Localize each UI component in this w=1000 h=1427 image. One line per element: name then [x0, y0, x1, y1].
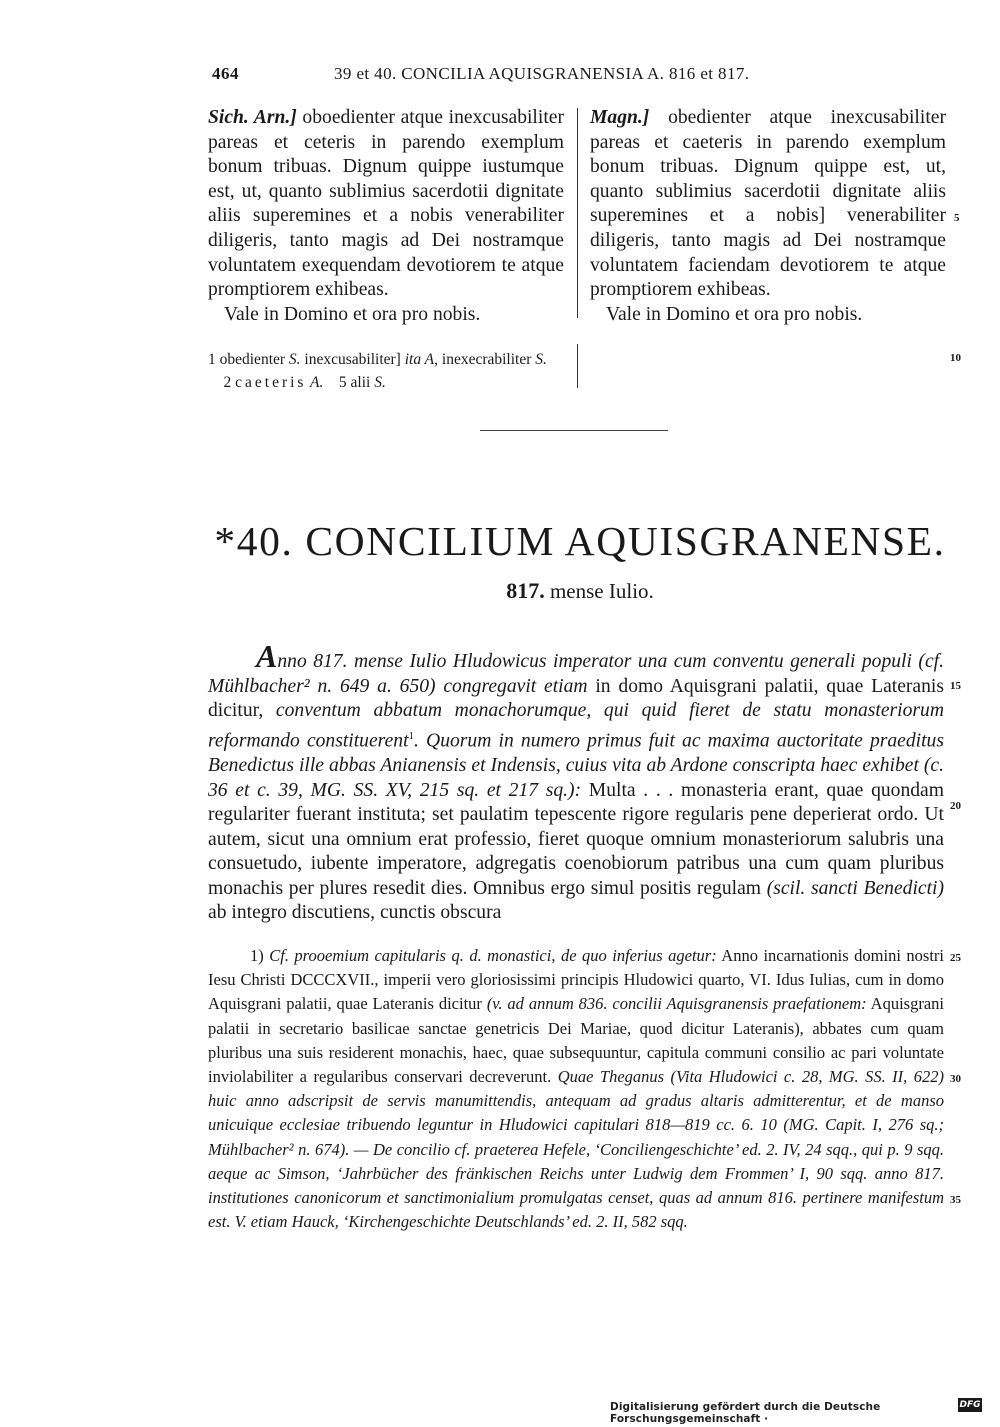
apparatus-siglum: A.	[306, 374, 324, 391]
body-text	[208, 638, 945, 926]
apparatus-part: inexcusabiliter]	[300, 351, 405, 368]
line-number-20: 20	[950, 800, 961, 812]
critical-apparatus	[208, 348, 568, 394]
apparatus-siglum: S.	[374, 374, 386, 391]
footnote-italic: Quae Theganus (Vita Hludowici c. 28, MG. SS. II, 622) huic anno adscripsit de servis manumittendis, antequam ad gradus altaris admitterentur, et de manso unicuique ecclesiae tribuendo leguntur in Hludowici capitulari 818—819 cc. 6. 10 (MG. Capit. I, 276 sq.; Mühlbacher² n. 674). — De concilio cf. praeterea Hefele, ‘Conciliengeschichte’ ed. 2. IV, 24 sqq., qui p. 9 sqq. aeque ac Simson, ‘Jahrbücher des fränkischen Reichs unter Ludwig dem Frommen’ I, 90 sqq. anno 817. institutiones canonicorum et sanctimonialium promulgatas censet, quas ad annum 816. pertinere manifestum est. V. etiam Hauck, ‘Kirchengeschichte Deutschlands’ ed. 2. II, 582 sqq.	[208, 1067, 944, 1232]
body-roman: in domo Aquisgrani palatii, quae Lateranis dicitur,	[208, 675, 944, 722]
section-title-wrap	[210, 517, 950, 565]
right-closing: Vale in Domino et ora pro nobis.	[606, 303, 863, 325]
footnote-roman: Anno incarnationis domini nostri Iesu Christi DCCCXVII., imperii vero gloriosissimi principis Hludowici quarto, VI. Idus Iulias, cum in domo Aquisgrani palatii, quae Lateranis dicitur	[208, 946, 944, 1014]
apparatus-siglum: S.	[288, 351, 301, 368]
body-roman: ab integro discutiens, cunctis obscura	[208, 902, 502, 924]
section-title: *40. CONCILIUM AQUISGRANENSE.	[214, 518, 946, 564]
running-title: 39 et 40. CONCILIA AQUISGRANENSIA A. 816 et 817.	[334, 64, 750, 83]
section-date	[210, 578, 950, 604]
dfg-logo: DFG	[959, 1400, 981, 1410]
right-column-text: obedienter atque inexcusabiliter pareas et caeteris in parendo exemplum bonum tribuas. Dignum quippe est, ut, quanto sublimius sacerdotii dignitate aliis superemines et a nobis] venerabiliter diligeris, tanto magis ad Dei nostramque voluntatem faciendam devotiorem te atque promptiorem exhibeas.	[590, 107, 946, 301]
line-number-15: 15	[950, 680, 961, 692]
line-number-30: 30	[950, 1073, 961, 1085]
right-column	[590, 106, 946, 327]
section-year: 817.	[506, 578, 545, 603]
footnote-ref: 1	[408, 729, 415, 742]
body-italic: (scil. sancti Benedicti)	[766, 877, 945, 899]
page-number: 464	[212, 64, 239, 83]
column-divider	[577, 108, 578, 318]
apparatus-divider	[577, 344, 578, 388]
footnote	[208, 944, 944, 1234]
footnote-italic: Cf. prooemium capitularis q. d. monastici, de quo inferius agetur:	[269, 946, 717, 965]
left-closing: Vale in Domino et ora pro nobis.	[224, 303, 481, 325]
funding-footer: Digitalisierung gefördert durch die Deutsche Forschungsgemeinschaft ·	[610, 1401, 881, 1425]
footnote-roman: Aquisgrani palatii in secretario basilicae sanctae genetricis Dei Mariae, quod dicitur Lateranis), abbates cum quam pluribus una suis residerent monachis, haec, quae subsequuntur, capitula communi consilio ac pari voluntate inviolabiliter a regularibus conservari decreverunt.	[208, 994, 944, 1087]
left-siglum: Sich. Arn.]	[208, 107, 297, 128]
right-siglum: Magn.]	[590, 107, 650, 128]
body-italic: conventum abbatum monachorumque, qui quid fieret de statu monasteriorum reformando constituerent	[208, 700, 944, 752]
body-roman: Multa . . . monasteria erant, quae quondam regulariter fuerant instituta; set paulatim tepescente rigore regularis pene deperierat ordo. Ut autem, sicut una omnium erat professio, fieret quoque omnium monasteriorum salubris una consuetudo, iubente imperatore, adgregatis coenobiorum patribus una cum quam pluribus monachis per plures resedit dies. Omnibus ergo simul positis regulam	[208, 779, 944, 899]
drop-cap: A	[256, 638, 278, 674]
line-number-10: 10	[950, 352, 961, 364]
apparatus-ita: ita A,	[404, 351, 439, 368]
section-rule	[480, 430, 668, 431]
line-number-25: 25	[950, 952, 961, 964]
apparatus-part: 1 obedienter	[208, 351, 289, 368]
apparatus-part: inexecrabiliter	[438, 351, 536, 368]
left-column-text: oboedienter atque inexcusabiliter pareas et ceteris in parendo exemplum bonum tribuas. Dignum quippe iustumque est, ut, quanto sublimius sacerdotii dignitate aliis superemines et a nobis venerabiliter diligeris, tanto magis ad Dei nostramque voluntatem exequendam devotiorem te atque promptiorem exhibeas.	[208, 107, 564, 301]
body-italic: . Quorum in numero primus fuit ac maxima auctoritate praeditus Benedictus ille abbas Anianensis et Indensis, cuius vita ab Ardone conscripta haec exhibet (c. 36 et c. 39, MG. SS. XV, 215 sq. et 217 sq.):	[208, 730, 944, 801]
section-month: mense Iulio.	[549, 579, 654, 603]
apparatus-siglum: S.	[535, 351, 547, 368]
left-column	[208, 106, 564, 327]
footnote-mark: 1)	[250, 946, 270, 965]
apparatus-part: 5 alii	[323, 374, 375, 391]
body-italic: nno 817. mense Iulio Hludowicus imperator una cum conventu generali populi (cf. Mühlbacher² n. 649 a. 650) congregavit etiam	[208, 651, 944, 697]
line-number-5: 5	[954, 212, 960, 224]
apparatus-part: 2	[208, 374, 236, 391]
footnote-italic: (v. ad annum 836. concilii Aquisgranensis praefationem:	[486, 994, 867, 1014]
apparatus-caeteris: caeteris	[235, 374, 307, 391]
line-number-35: 35	[950, 1194, 961, 1206]
